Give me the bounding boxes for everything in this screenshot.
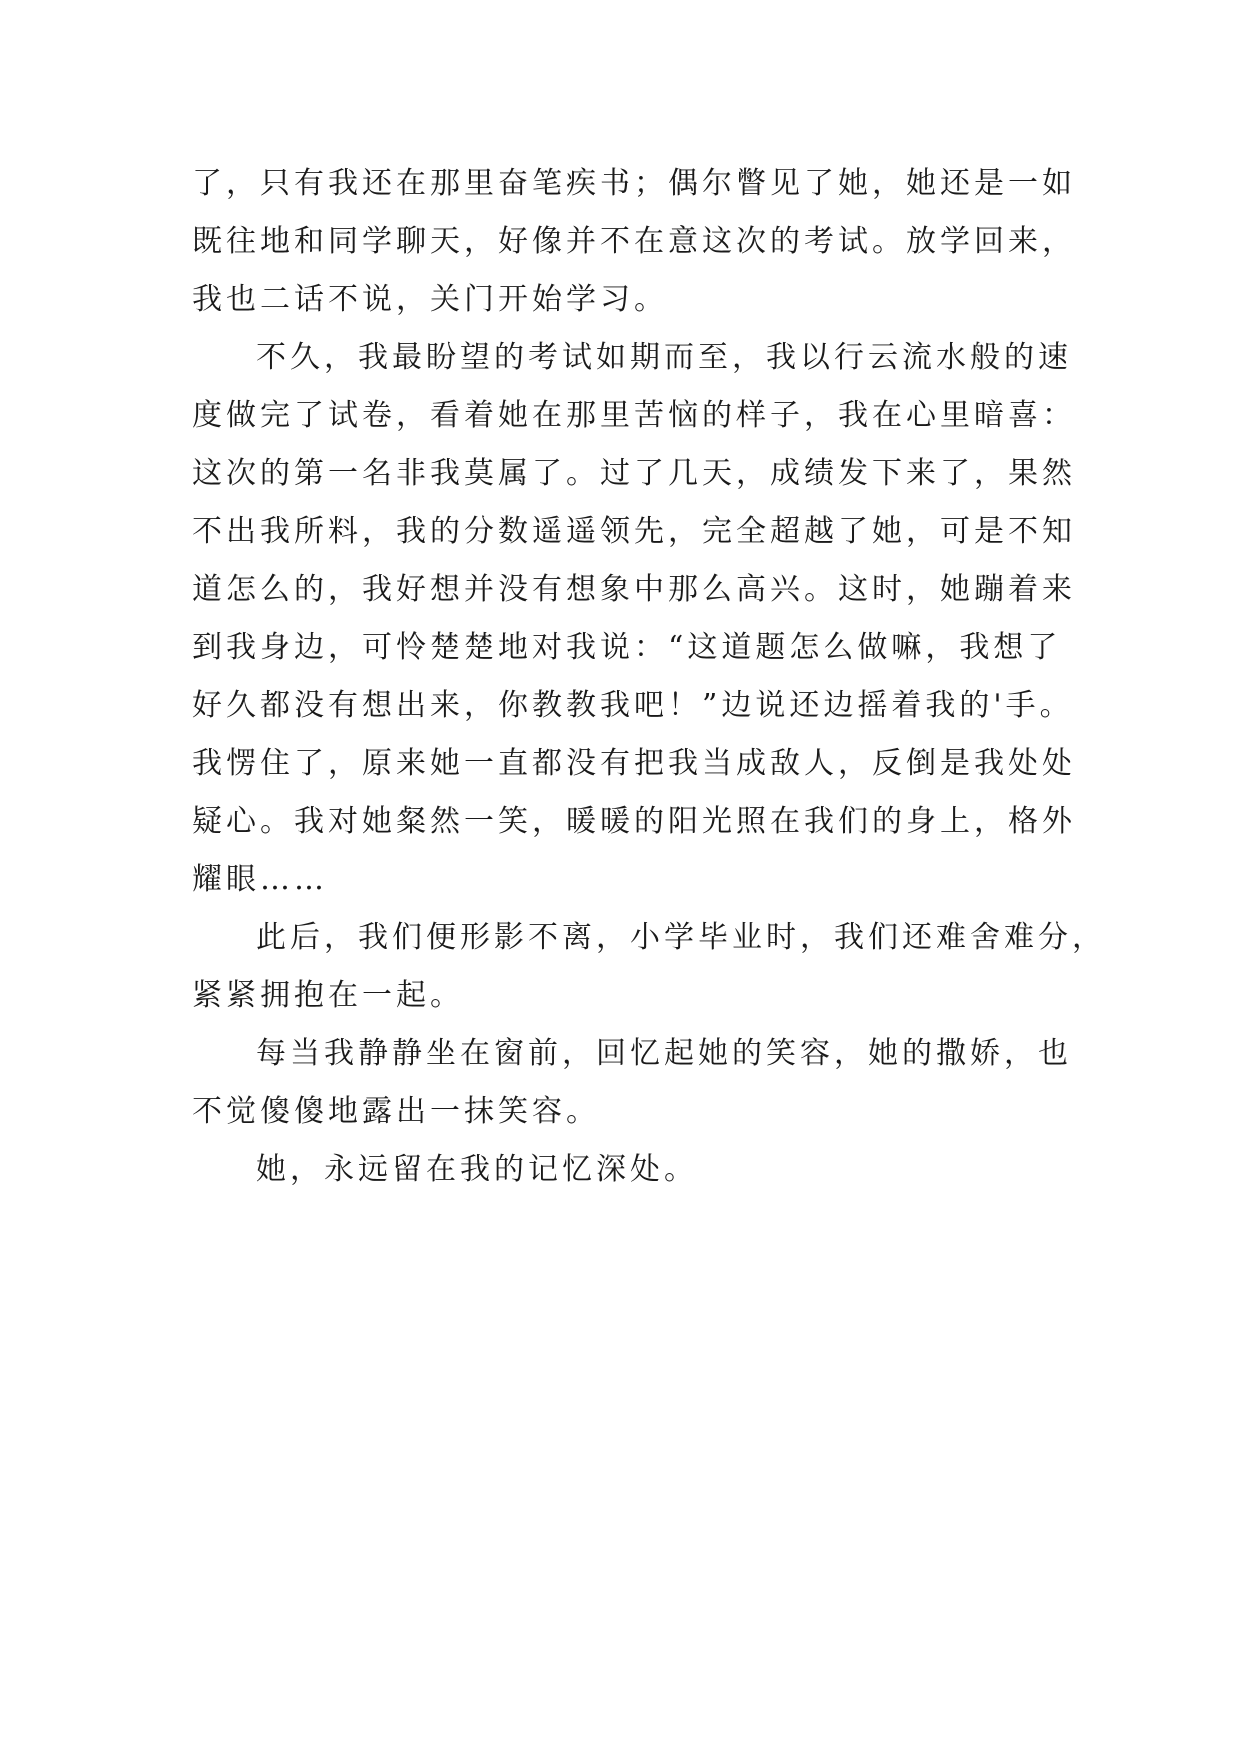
essay-body xyxy=(192,155,1106,1199)
text-line: 了，只有我还在那里奋笔疾书；偶尔瞥见了她，她还是一如 xyxy=(192,166,1076,201)
paragraph-first-line: 每当我静静坐在窗前，回忆起她的笑容，她的撒娇，也 xyxy=(256,1036,1072,1071)
paragraph-first-line: 不久，我最盼望的考试如期而至，我以行云流水般的速 xyxy=(256,340,1072,375)
text-line: 道怎么的，我好想并没有想象中那么高兴。这时，她蹦着来 xyxy=(192,572,1076,607)
text-line: 我愣住了，原来她一直都没有把我当成敌人，反倒是我处处 xyxy=(192,746,1076,781)
text-line: 我也二话不说，关门开始学习。 xyxy=(192,282,668,317)
text-line: 度做完了试卷，看着她在那里苦恼的样子，我在心里暗喜： xyxy=(192,398,1076,433)
paragraph-first-line: 此后，我们便形影不离，小学毕业时，我们还难舍难分， xyxy=(256,920,1106,955)
text-line: 紧紧拥抱在一起。 xyxy=(192,978,464,1013)
text-line: 不觉傻傻地露出一抹笑容。 xyxy=(192,1094,600,1129)
text-line: 好久都没有想出来，你教教我吧！”边说还边摇着我的'手。 xyxy=(192,688,1074,723)
text-line: 不出我所料，我的分数遥遥领先，完全超越了她，可是不知 xyxy=(192,514,1076,549)
text-line: 这次的第一名非我莫属了。过了几天，成绩发下来了，果然 xyxy=(192,456,1076,491)
paragraph-first-line: 她，永远留在我的记忆深处。 xyxy=(256,1152,698,1187)
text-line: 疑心。我对她粲然一笑，暖暖的阳光照在我们的身上，格外 xyxy=(192,804,1076,839)
text-line: 耀眼…… xyxy=(192,862,328,897)
text-line: 到我身边，可怜楚楚地对我说：“这道题怎么做嘛，我想了 xyxy=(192,630,1062,665)
text-line: 既往地和同学聊天，好像并不在意这次的考试。放学回来， xyxy=(192,224,1076,259)
